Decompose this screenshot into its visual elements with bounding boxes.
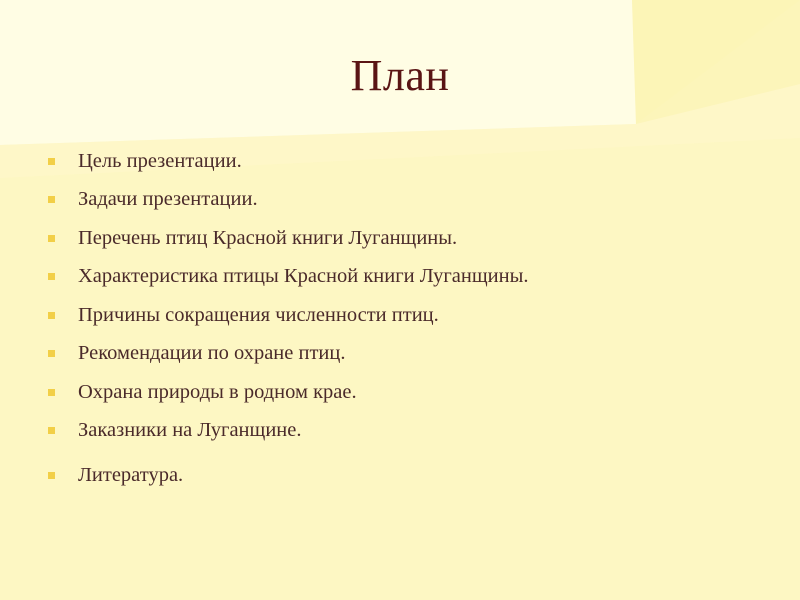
plan-item-reserves [48,412,748,451]
plan-item-bird-list [48,219,748,258]
plan-item-text: Перечень птиц Красной книги Луганщины. [78,226,458,249]
plan-item-text: Охрана природы в родном крае. [78,380,357,403]
plan-item-text: Цель презентации. [78,149,242,172]
plan-item-text: Характеристика птицы Красной книги Луганщины. [78,265,529,288]
plan-item-nature-protection [48,373,748,412]
slide-title: План [350,51,450,100]
plan-item-bird-characteristic [48,258,748,297]
plan-item-literature [48,456,748,495]
plan-item-protection-recommendations [48,335,748,374]
square-bullet-icon [48,472,55,479]
plan-item-text: Рекомендации по охране птиц. [78,342,346,365]
plan-item-goal [48,142,748,181]
plan-list [48,142,748,495]
square-bullet-icon [48,312,55,319]
plan-item-decline-reasons [48,296,748,335]
square-bullet-icon [48,273,55,280]
square-bullet-icon [48,350,55,357]
plan-item-text: Литература. [78,463,184,486]
square-bullet-icon [48,158,55,165]
plan-item-tasks [48,181,748,220]
square-bullet-icon [48,235,55,242]
plan-item-text: Причины сокращения численности птиц. [78,303,439,326]
plan-item-text: Заказники на Луганщине. [78,419,302,442]
square-bullet-icon [48,196,55,203]
square-bullet-icon [48,427,55,434]
square-bullet-icon [48,389,55,396]
plan-item-text: Задачи презентации. [78,188,258,211]
